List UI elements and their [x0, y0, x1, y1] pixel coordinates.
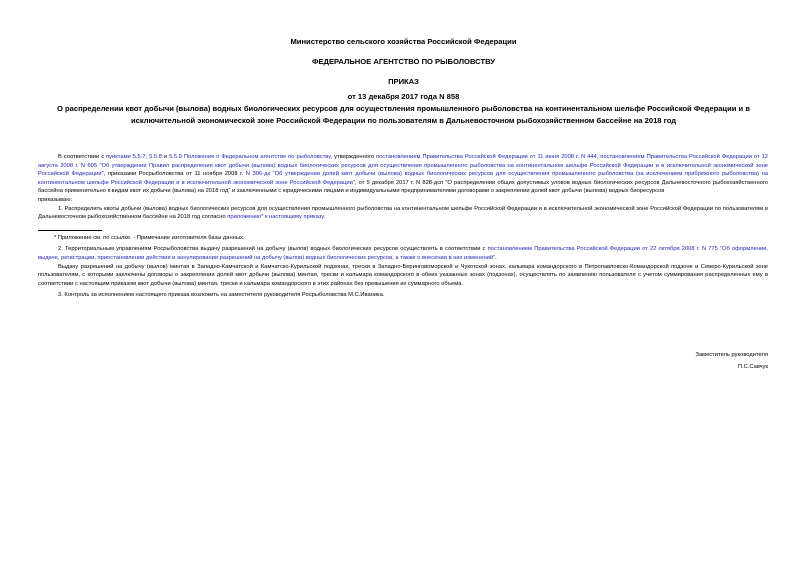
- order-item-2-paragraph: Выдачу разрешений на добычу (вылов) минтая в Западно-Камчатской и Камчатско-Курильской подзонах, трески в Западно-Беринговоморской и Чукотской зонах, кальмара командорского в Петропавловско-Командорской подзоне и Северо-Курильской зоне пользователям, с которыми заключены договоры о закреплении долей квот добычи (вылова) минтая, трески и кальмара командорского в обеих указанных зонах (подзонах), осуществлять по заявлению пользователя с учетом суммирования распределенных ему в соответствии с настоящим приказом квот добычи (вылова) минтая, трески и кальмара командорского в этих районах без превышения их суммарного объема.: [38, 263, 768, 287]
- signatory-position: Заместитель руководителя: [695, 352, 768, 358]
- document-body: [38, 153, 768, 299]
- order-word: приказываю:: [38, 196, 73, 203]
- link-clause-5-5-8[interactable]: 5.5.8: [149, 154, 162, 160]
- signatory-name: П.С.Савчук: [737, 363, 768, 370]
- preamble-text: , приказами Росрыболовства от 11 ноября 2008 г.: [103, 171, 246, 178]
- link-resolution-605[interactable]: постановлением Правительства Российской Федерации от 12 августа 2008 г. N 605 "Об утверждении Правил распределения квот добычи (вылова) водных биологических ресурсов для осуществления промышленного рыболовства на континентальном шельфе Российской Федерации и в исключительной экономической зоне Российской Федерации": [38, 154, 768, 178]
- order-item-1: [38, 205, 768, 222]
- document-title: О распределении квот добычи (вылова) водных биологических ресурсов для осуществления промышленного рыболовства на континентальном шельфе Российской Федерации и в исключительной экономической зоне Российской Федерации по пользователям в Дальневосточном рыбохозяйственном бассейне на 2018 год: [56, 104, 750, 125]
- preamble-text: , от 5 декабря 2017 г. N 828-дсп "О распределении общих допустимых уловов водных биологических ресурсов Дальневосточного рыбохозяйственного бассейна применительно к видам квот их добычи (вылова) на 2018 год" и заключенными с юридическими лицами и индивидуальными предпринимателями договорами о закреплении долей квот добычи (вылова) водных биоресурсов: [38, 179, 768, 195]
- link-resolution-775[interactable]: постановлением Правительства Российской Федерации от 22 октября 2008 г. N 775 "Об оформлении, выдаче, регистрации, приостановлении действия и аннулировании разрешений на добычу (вылов) водных биологических ресурсов, а также о внесении в них изменений": [38, 246, 769, 261]
- link-agency-regulation[interactable]: 5.5.9 Положения о Федеральном агентстве по рыболовству: [169, 154, 331, 160]
- ministry-heading: Министерство сельского хозяйства Российской Федерации: [290, 37, 517, 46]
- link-appendix[interactable]: приложению* к настоящему приказу: [227, 214, 324, 221]
- preamble-text: и: [161, 154, 170, 160]
- item-1-end: .: [323, 214, 326, 221]
- document-date-number: от 13 декабря 2017 года N 858: [347, 92, 460, 101]
- link-order-306-dk[interactable]: N 306-дк "Об утверждении долей квот добычи (вылова) водных биологических ресурсов для осуществления промышленного рыболовства (за исключением прибрежного рыболовства) на континентальном шельфе Российской Федерации и в исключительной экономической зоне Российской Федерации": [38, 171, 768, 186]
- item-2-end: .: [495, 254, 497, 261]
- preamble-text: ,: [145, 154, 150, 160]
- link-resolution-444[interactable]: постановлением Правительства Российской Федерации от 11 июня 2008 г. N 444: [376, 154, 597, 160]
- footnote-divider: [38, 230, 102, 231]
- preamble-text: В соответствии с: [58, 154, 107, 160]
- link-clauses-5-5-7[interactable]: пунктами 5.5.7: [106, 154, 146, 160]
- footnote: * Приложение см. по ссылке. - Примечание изготовителя базы данных.: [54, 234, 245, 241]
- order-item-2: [38, 245, 768, 262]
- agency-heading: ФЕДЕРАЛЬНОЕ АГЕНТСТВО ПО РЫБОЛОВСТВУ: [312, 57, 495, 66]
- item-2-text: 2. Территориальным управлениям Росрыболовства выдачу разрешений на добычу (вылов) водных биологических ресурсов осуществлять в соответствии с: [58, 246, 488, 253]
- signature-block: [695, 350, 768, 373]
- preamble-paragraph: [38, 153, 768, 196]
- order-item-3: 3. Контроль за исполнением настоящего приказа возложить на заместителя руководителя Росрыболовства М.С.Иваника.: [58, 291, 385, 298]
- document-type: ПРИКАЗ: [388, 77, 419, 86]
- preamble-text: ,: [596, 154, 601, 160]
- preamble-text: , утвержденного: [330, 154, 377, 160]
- item-1-text: 1. Распределить квоты добычи (вылова) водных биологических ресурсов для осуществления промышленного рыболовства на континентальном шельфе Российской Федерации и в исключительной экономической зоне Российской Федерации по пользователям в Дальневосточном рыбохозяйственном бассейне на 2018 год согласно: [38, 205, 768, 221]
